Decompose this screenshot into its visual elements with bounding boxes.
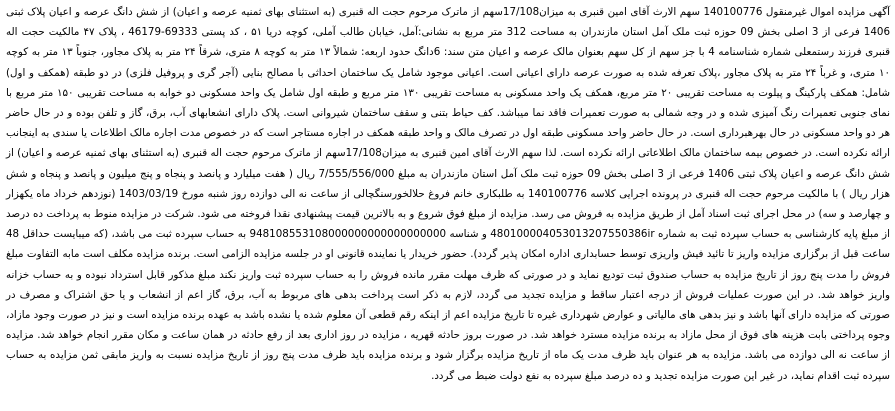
auction-notice-text: آگهی مزایده اموال غیرمنقول 140100776 سهم الارث آقای امین قنبری به میزان17/108سهم از ماترک مرحوم حجت اله قنبری (به استثنای بهای ثمنیه عرصه و اعیان) از شش دانگ عرصه و اعیان پلاک ثبتی 1406 فرعی از 3 اصلی بخش 09 حوزه ثبت ملک آمل استان مازندران به مساحت 312 متر مربع به نشانی:آمل، خیابان طالب آملی، کوچه دریا ۵۱ ، کد پستی 69333-46179 ، پلاک ۴۷ مالکیت حجت اله قنبری فرزند رستمعلی شماره شناسنامه 4 با جز سهم از کل سهم بعنوان مالک عرصه و اعیان متن سند: 6دانگ حدود اربعه: شمالاً ۱۳ متر به کوچه ۸ متری، شرقاً ۲۴ متر به پلاک مجاور، جنوباً ۱۳ متر به کوچه ۱۰ متری، و غرباً ۲۴ متر به پلاک مجاور ،پلاک تعرفه شده به صورت عرصه دارای اعیانی است. اعیانی موجود شامل یک ساختمان احداثی با مصالح بنایی (آجر گری و پروفیل فلزی) در دو طبقه (همکف و اول) شامل: همکف پارکینگ و پیلوت به مساحت تقریبی ۲۰ متر مربع، همکف یک واحد مسکونی به مساحت تقریبی ۱۳۰ متر مربع و طبقه اول شامل یک واحد مسکونی دو خوابه به مساحت تقریبی ۱۵۰ متر مربع با نمای جنوبی تعمیرات رنگ آمیزی شده و در وجه شمالی به صورت تعمیرات فاقد نما میباشد. کف حیاط بتنی و سقف ساختمان شیروانی است. پلاک دارای انشعابهای آب، برق، گاز و تلفن بوده و در حال حاضر هر دو واحد مسکونی در حال بهرهبرداری است. در حال حاضر واحد مسکونی طبقه اول در تصرف مالک و واحد طبقه همکف در اجاره مستاجر است که در خصوص مدت اجاره مالک اطلاعات یا سندی به اینجانب ارائه نکرده است. در خصوص بیمه ساختمان مالک اطلاعاتی ارائه نکرده است. لذا سهم الارث آقای امین قنبری به میزان17/108سهم از ماترک مرحوم حجت اله قنبری (به استثنای بهای ثمنیه عرصه و اعیان) از شش دانگ عرصه و اعیان پلاک ثبتی 1406 فرعی از 3 اصلی بخش 09 حوزه ثبت ملک آمل استان مازندران به مبلغ 7/555/556/000 ریال ( هفت میلیارد و پانصد و پنجاه و پنج میلیون و پانصد و پنجاه و شش هزار ریال ) با مالکیت مرحوم حجت اله قنبری در پرونده اجرایی کلاسه 140100776 به طلبکاری خانم فروغ حلالخورسنگچالی از ساعت نه الی دوازده روز شنبه مورخ 1403/03/19 (نوزدهم خرداد ماه یکهزار و چهارصد و سه) در محل اجرای ثبت اسناد آمل از طریق مزایده به فروش می رسد. مزایده از مبلغ فوق شروع و به بالاترین قیمت پیشنهادی نقدا فروخته می شود. شرکت در مزایده منوط به پرداخت ده درصد از مبلغ پایه کارشناسی به حساب سپرده ثبت به شماره 480100004053013207550386ir و شناسه 948108553108000000000000000000 به حساب سپرده ثبت می باشد، (که میبایست حداقل 48 ساعت قبل از برگزاری مزایده واریز تا تائید فیش واریزی توسط حسابداری اداره امکان پذیر گردد). حضور خریدار یا نماینده قانونی او در جلسه مزایده الزامی است. برنده مزایده مکلف است مابه التفاوت مبلغ فروش را مدت پنج روز از تاریخ مزایده به حساب صندوق ثبت تودیع نماید و در صورتی که ظرف مهلت مقرر مانده فروش را به حساب سپرده ثبت واریز نکند مبلغ مذکور قابل استرداد نبوده و به حساب خزانه واریز خواهد شد. در این صورت عملیات فروش از درجه اعتبار ساقط و مزایده تجدید می گردد، لازم به ذکر است پرداخت بدهی های مربوط به آب، برق، گاز اعم از انشعاب و یا حق اشتراک و مصرف در صورتی که مزایده دارای آنها باشد و نیز بدهی های مالیاتی و عوارض شهرداری غیره تا تاریخ مزایده اعم از اینکه رقم قطعی آن معلوم شده یا نشده باشد به عهده برنده مزایده است و نیز در صورت وجود مازاد، وجوه پرداختی بابت هزینه های فوق از محل مازاد به برنده مزایده مسترد خواهد شد. در صورت بروز حادثه قهریه ، مزایده در روز اداری بعد از رفع حادثه در همان ساعت و مکان مقرر انجام خواهد شد. مزایده از ساعت نه الی دوازده می باشد. مزایده به هر عنوان باید ظرف مدت یک ماه از تاریخ مزایده برگزار شود و برنده مزایده باید ظرف مدت پنج روز از تاریخ مزایده نسبت به واریز مابقی ثمن مزایده به حساب سپرده ثبت اقدام نماید، در غیر این صورت مزایده تجدید و ده درصد مبلغ سپرده به نفع دولت ضبط می گردد. [6,6,891,382]
